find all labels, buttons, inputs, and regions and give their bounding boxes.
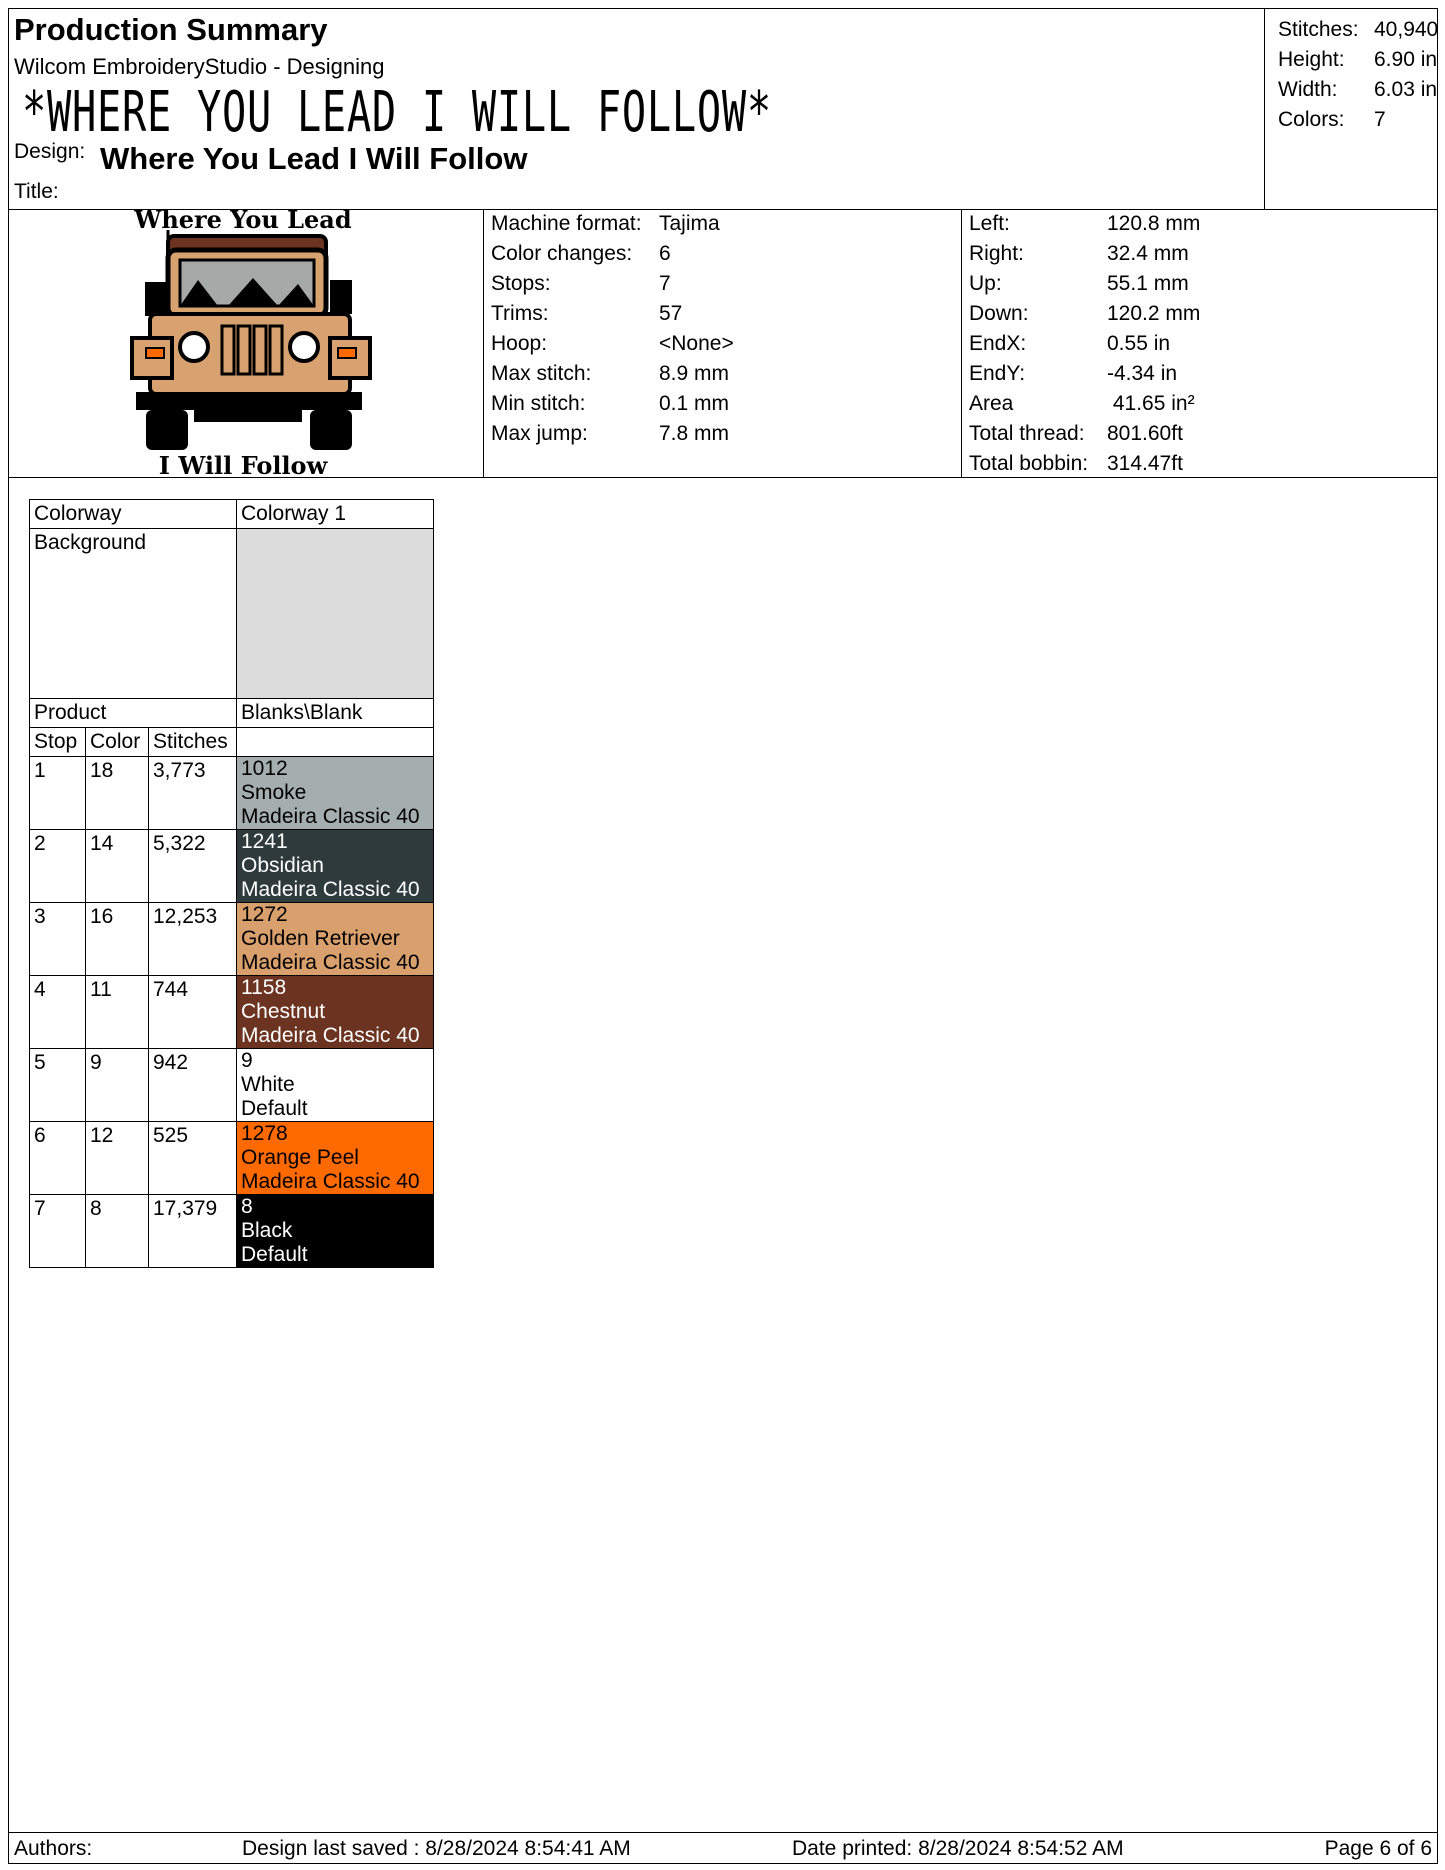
- header-stop: Stop: [30, 728, 86, 757]
- cell-stop: 5: [30, 1049, 86, 1122]
- thread-code: 9: [241, 1049, 253, 1072]
- thread-brand: Madeira Classic 40: [241, 805, 420, 828]
- design-top-text: Where You Lead: [134, 210, 352, 234]
- cell-color: 11: [86, 976, 149, 1049]
- table-header-row: [30, 728, 434, 757]
- thread-name: Chestnut: [241, 1000, 326, 1023]
- cell-stop: 6: [30, 1122, 86, 1195]
- product-label: Product: [30, 699, 237, 728]
- cell-stitches: 744: [149, 976, 237, 1049]
- cell-stitches: 12,253: [149, 903, 237, 976]
- stat-label: Height:: [1278, 48, 1345, 71]
- cell-color: 12: [86, 1122, 149, 1195]
- cell-stitches: 525: [149, 1122, 237, 1195]
- thread-swatch: [237, 1049, 434, 1122]
- stat-value: 6.03 in: [1374, 78, 1438, 101]
- jeep-design-image: [8, 210, 484, 478]
- design-info: [8, 210, 1438, 478]
- thread-swatch: [237, 903, 434, 976]
- cell-color: 9: [86, 1049, 149, 1122]
- header-title-block: [8, 8, 1265, 210]
- design-extents: Left: 120.8 mm Right: 32.4 mm Up: 55.1 mm Down: 120.2 mm EndX: 0.55 in EndY: -4.34 in Area 41.65 in² Total thread: 801.60ft Total bobbin: 314.47ft: [969, 212, 1201, 475]
- cell-color: 18: [86, 757, 149, 830]
- app-name: Wilcom EmbroideryStudio - Designing: [14, 54, 385, 79]
- cell-stop: 4: [30, 976, 86, 1049]
- table-row: [30, 1195, 434, 1268]
- thread-code: 1272: [241, 903, 288, 926]
- thread-code: 1241: [241, 830, 288, 853]
- thread-swatch: [237, 976, 434, 1049]
- page-footer: [8, 1832, 1438, 1864]
- design-name: Where You Lead I Will Follow: [100, 141, 528, 176]
- thread-swatch: [237, 1195, 434, 1268]
- background-swatch: [237, 529, 434, 699]
- table-row: [30, 1122, 434, 1195]
- thread-brand: Madeira Classic 40: [241, 1024, 420, 1047]
- thread-name: Obsidian: [241, 854, 324, 877]
- thread-swatch: [237, 757, 434, 830]
- colorway-value: Colorway 1: [237, 500, 434, 529]
- design-preview: [8, 210, 484, 478]
- table-row: [30, 903, 434, 976]
- product-value: Blanks\Blank: [237, 699, 434, 728]
- stat-label: Colors:: [1278, 108, 1345, 131]
- table-row: [30, 830, 434, 903]
- thread-brand: Madeira Classic 40: [241, 951, 420, 974]
- stat-value: 40,940: [1374, 18, 1439, 41]
- footer-authors: Authors:: [14, 1837, 93, 1860]
- thread-name: Smoke: [241, 781, 307, 804]
- cell-stitches: 3,773: [149, 757, 237, 830]
- cell-color: 16: [86, 903, 149, 976]
- cell-color: 8: [86, 1195, 149, 1268]
- thread-code: 8: [241, 1195, 253, 1218]
- cell-stitches: 942: [149, 1049, 237, 1122]
- footer-date-printed: Date printed: 8/28/2024 8:54:52 AM: [792, 1837, 1124, 1860]
- header-color: Color: [86, 728, 149, 757]
- thread-name: Golden Retriever: [241, 927, 400, 950]
- thread-brand: Madeira Classic 40: [241, 878, 420, 901]
- thread-name: Orange Peel: [241, 1146, 359, 1169]
- colorway-label: Colorway: [30, 500, 237, 529]
- cell-stitches: 5,322: [149, 830, 237, 903]
- thread-code: 1278: [241, 1122, 288, 1145]
- design-label: Design:: [14, 140, 86, 163]
- stat-value: 6.90 in: [1374, 48, 1438, 71]
- thread-name: White: [241, 1073, 295, 1096]
- thread-code: 1012: [241, 757, 288, 780]
- colorway-table: [29, 499, 434, 1268]
- title-label: Title:: [14, 180, 59, 203]
- table-row: [30, 757, 434, 830]
- thread-swatch: [237, 1122, 434, 1195]
- footer-last-saved: Design last saved : 8/28/2024 8:54:41 AM: [242, 1837, 631, 1860]
- thread-swatch: [237, 830, 434, 903]
- table-row: [30, 1049, 434, 1122]
- thread-brand: Default: [241, 1097, 308, 1120]
- thread-brand: Default: [241, 1243, 308, 1266]
- header-stitches: Stitches: [149, 728, 237, 757]
- background-row: [30, 529, 434, 699]
- thread-name: Black: [241, 1219, 293, 1242]
- summary-header: [8, 8, 1438, 210]
- cell-stop: 7: [30, 1195, 86, 1268]
- thread-code: 1158: [241, 976, 287, 999]
- product-row: [30, 699, 434, 728]
- page-title: Production Summary: [14, 12, 328, 47]
- footer-page-number: Page 6 of 6: [1324, 1837, 1432, 1860]
- stat-label: Stitches:: [1278, 18, 1359, 41]
- header-thread: [237, 728, 434, 757]
- cell-stop: 3: [30, 903, 86, 976]
- design-bottom-text: I Will Follow: [158, 451, 328, 478]
- thread-rows: [30, 757, 434, 1268]
- cell-stop: 2: [30, 830, 86, 903]
- machine-settings: Machine format: Tajima Color changes: 6 Stops: 7 Trims: 57 Hoop: <None> Max stitch: 8.9 mm Min stitch: 0.1 mm Max jump: 7.8 mm: [485, 210, 962, 478]
- table-row: [30, 976, 434, 1049]
- cell-color: 14: [86, 830, 149, 903]
- cell-stitches: 17,379: [149, 1195, 237, 1268]
- stat-label: Width:: [1278, 78, 1338, 101]
- thread-brand: Madeira Classic 40: [241, 1170, 420, 1193]
- design-display-title: *WHERE YOU LEAD I WILL FOLLOW*: [22, 80, 772, 145]
- colorway-row: [30, 500, 434, 529]
- cell-stop: 1: [30, 757, 86, 830]
- stat-value: 7: [1374, 108, 1386, 131]
- background-label: Background: [30, 529, 237, 699]
